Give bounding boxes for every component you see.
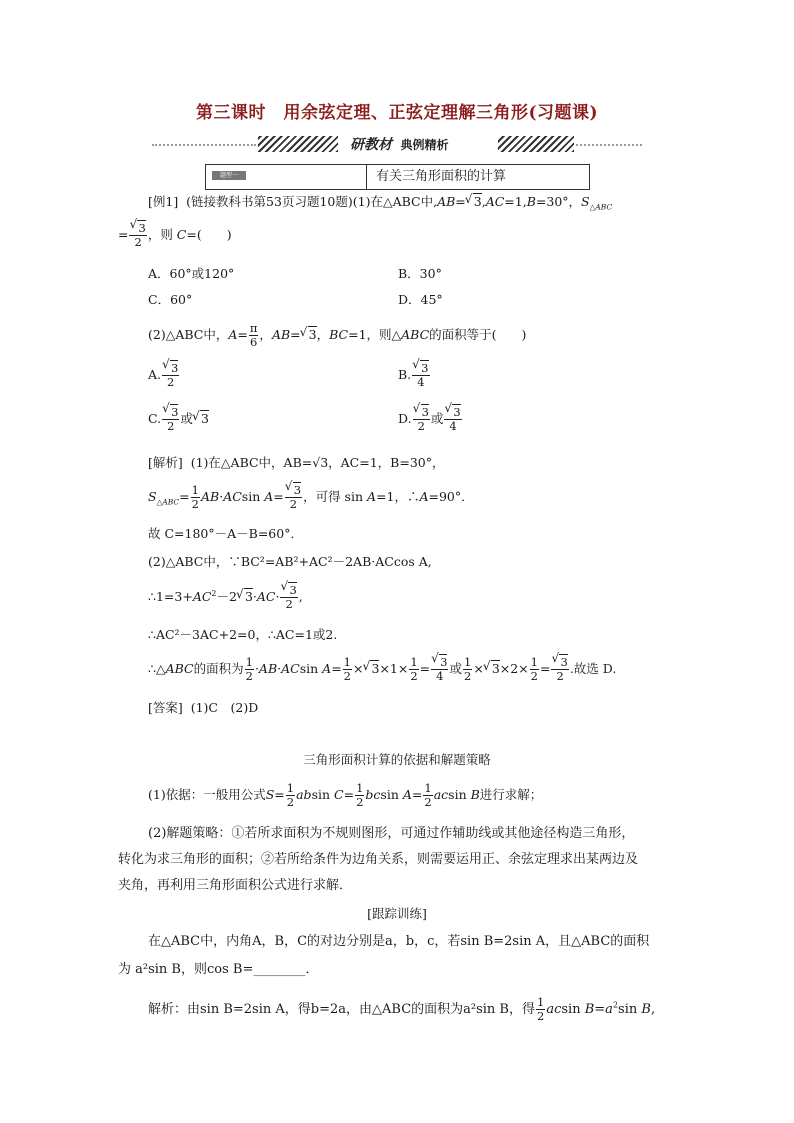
strategy-line-3: 夹角，再利用三角形面积公式进行求解． bbox=[118, 878, 353, 893]
option-d: D．45° bbox=[398, 292, 443, 307]
header-hatch-right bbox=[498, 136, 574, 152]
header-dotted-rule-right bbox=[576, 144, 642, 146]
example-label: [例1] bbox=[148, 194, 179, 209]
option2-a: A. √ $\frac{3}{2}$ bbox=[148, 362, 180, 389]
option-a: A．60°或120° bbox=[148, 266, 235, 281]
strategy-basis: (1)依据：一般用公式S= $\frac{1}{2}$ absin C= $\frac{1}{2}$ bcsin A= $\frac{1}{2}$ acsin B进行求解； bbox=[148, 781, 543, 809]
solution-line-1: [解析] (1)在△ABC中，AB=√3，AC=1，B=30°， bbox=[148, 455, 445, 470]
example-part2: (2)△ABC中，A= $\frac{\pi}{6}$ ，AB=√ 3，BC=1，则△ABC的面积等于( ) bbox=[148, 322, 526, 349]
example-part1-intro: (1)在△ABC中, bbox=[352, 194, 438, 209]
topic-tag: 题型一 bbox=[212, 171, 246, 180]
training-title: [跟踪训练] bbox=[367, 906, 427, 921]
strategy-line-2: 转化为求三角形的面积；②若所给条件为边角关系，则需要运用正、余弦定理求出某两边及 bbox=[118, 852, 639, 867]
answer-label: [答案] bbox=[148, 700, 183, 715]
header-dotted-rule-left bbox=[152, 144, 256, 146]
strategy-line-1: (2)解题策略：①若所求面积为不规则图形，可通过作辅助线或其他途径构造三角形， bbox=[148, 826, 635, 841]
topic-tag-cell bbox=[206, 165, 367, 189]
training-question-1: 在△ABC中，内角A，B，C的对边分别是a，b，c，若sin B=2sin A，且△ABC的面积 bbox=[148, 934, 650, 949]
solution-line-2: $S_{\triangle ABC}=$ $\frac{1}{2}$ AB·ACsin A= √ $\frac{3}{2}$ ，可得 sin A=1，∴A=90°． bbox=[148, 484, 474, 511]
option2-c: C. √ $\frac{3}{2}$ 或√ 3 bbox=[148, 406, 209, 433]
header-hatch-left bbox=[258, 136, 338, 152]
solution-line-7: ∴△ABC的面积为 $\frac{1}{2}$ ·AB·ACsin A= $\frac{1}{2}$ ×√ 3×1× $\frac{1}{2}$ = √ $\frac{3}{4}$ 或 $\frac{1}{2}$ ×√ 3×2× $\frac{1}{2}$ = √ $\frac{3}{2}$ .故选 D. bbox=[148, 656, 616, 683]
training-question-2: 为 a²sin B，则cos B=________． bbox=[118, 962, 319, 977]
example-line-1: [例1] (链接教科书第53页习题10题)(1)在△ABC中,AB=√ 3,AC=1,B=30°，$S_{\triangle ABC}$ bbox=[148, 194, 612, 210]
option-b: B．30° bbox=[398, 266, 442, 281]
training-solution: 解析：由sin B=2sin A，得b=2a，由△ABC的面积为a²sin B，得 $\frac{1}{2}$ acsin $B=a^2\sin$ B, bbox=[148, 995, 656, 1023]
option-c: C．60° bbox=[148, 292, 193, 307]
option2-d: D. √ $\frac{3}{2}$ 或 √ $\frac{3}{4}$ bbox=[398, 406, 463, 433]
solution-line-5: $\therefore 1=3+AC^2-2√$ 3·AC· √ $\frac{3}{2}$ , bbox=[148, 584, 303, 611]
strategy-title: 三角形面积计算的依据和解题策略 bbox=[303, 752, 491, 767]
section-label: 研教材 典例精析 bbox=[350, 137, 449, 153]
solution-line-4: (2)△ABC中，∵BC²=AB²+AC²－2AB·ACcos A, bbox=[148, 554, 432, 569]
solution-line-6: ∴AC²－3AC+2=0，∴AC=1或2. bbox=[148, 627, 338, 642]
answer-text: (1)C (2)D bbox=[190, 700, 259, 715]
topic-heading: 有关三角形面积的计算 bbox=[376, 169, 507, 184]
option2-b: B. √ $\frac{3}{4}$ bbox=[398, 362, 431, 389]
answer-line bbox=[148, 700, 258, 716]
example-source: (链接教科书第53页习题10题) bbox=[186, 194, 353, 209]
page-title: 第三课时 用余弦定理、正弦定理解三角形(习题课) bbox=[195, 103, 599, 123]
topic-box bbox=[205, 164, 590, 190]
solution-label: [解析] bbox=[148, 455, 183, 470]
solution-line-3: 故 C=180°－A－B=60°． bbox=[148, 526, 303, 541]
example-line-2: = √ $\frac{3}{2}$ ，则 C=( ) bbox=[118, 222, 232, 249]
